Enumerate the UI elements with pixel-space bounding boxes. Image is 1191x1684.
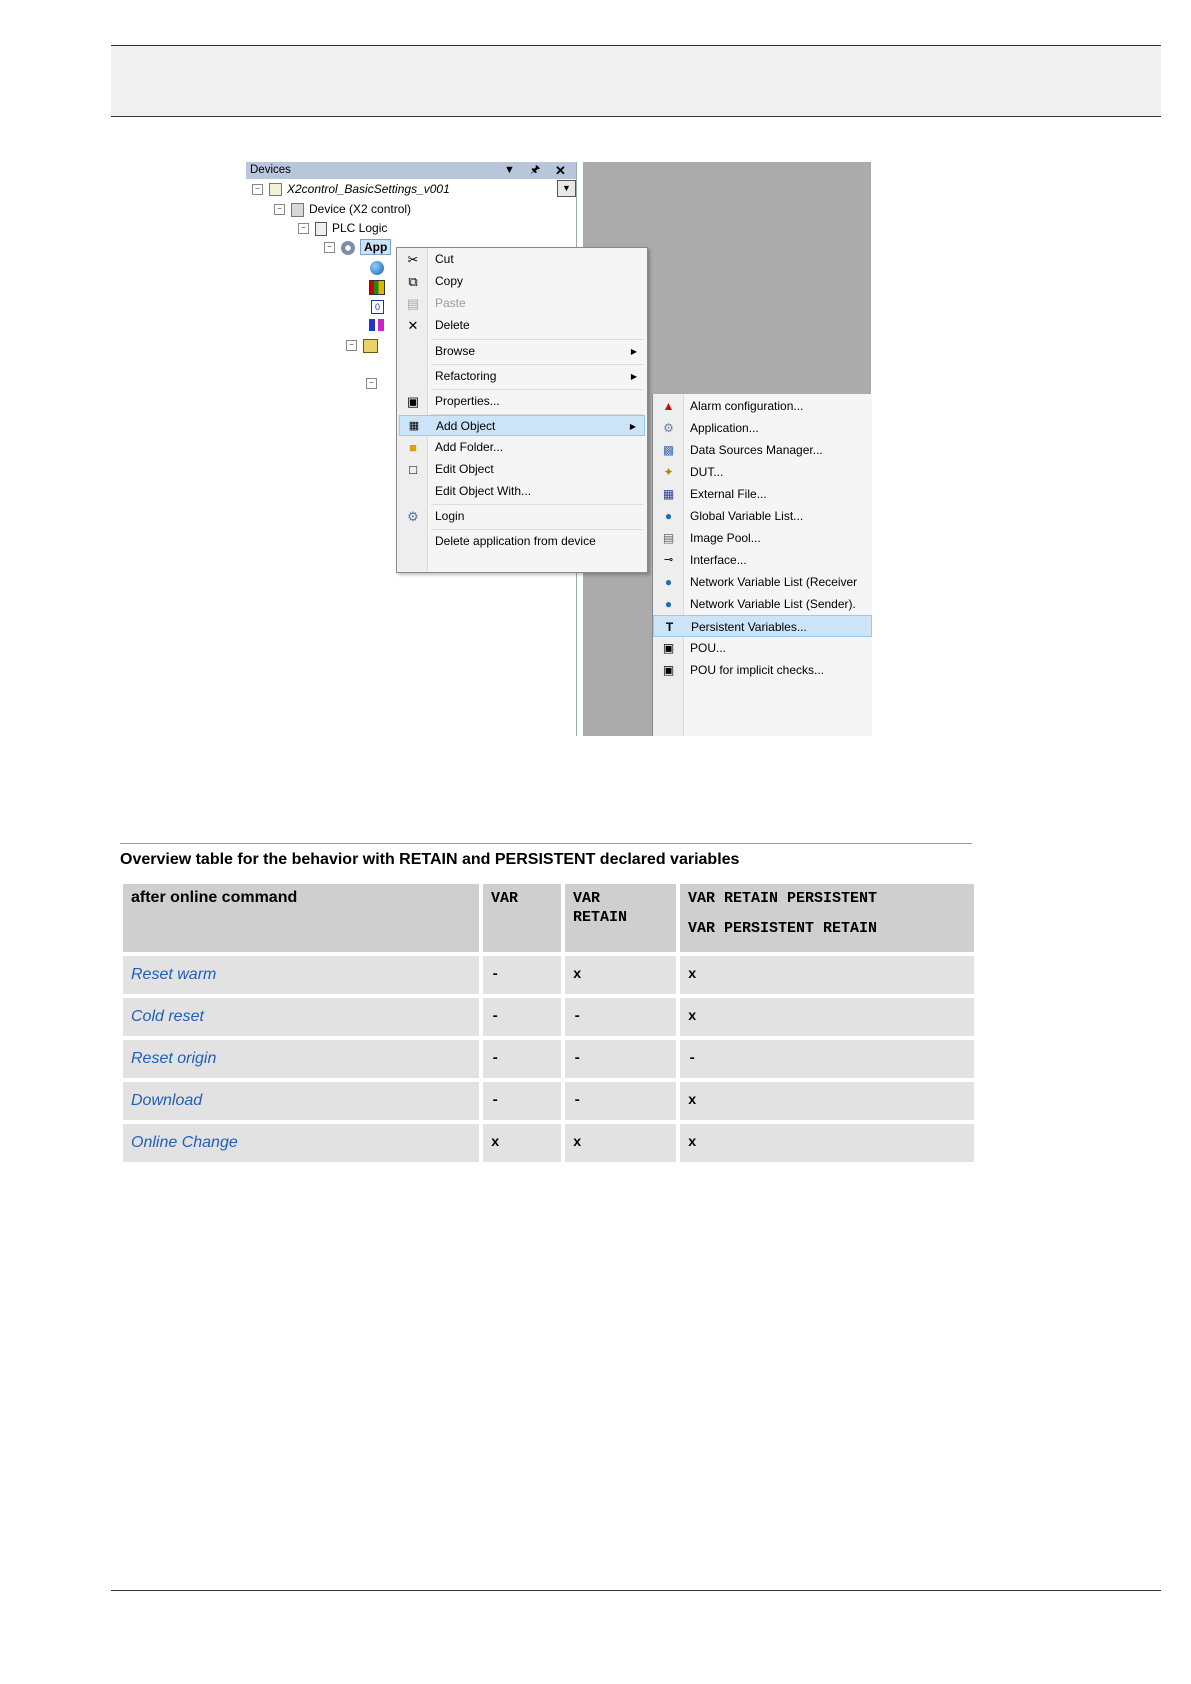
external-file-icon: ▦ bbox=[662, 487, 675, 501]
submenu-item-image-pool[interactable]: ▤ Image Pool... bbox=[653, 527, 872, 549]
interface-icon: ⊸ bbox=[663, 554, 674, 566]
menu-separator bbox=[431, 529, 643, 530]
menu-separator bbox=[431, 339, 643, 340]
menu-item-add-folder[interactable]: ■ Add Folder... bbox=[399, 437, 645, 458]
cell-persistent: - bbox=[680, 1040, 974, 1078]
menu-separator bbox=[431, 364, 643, 365]
menu-item-edit-object-with[interactable]: Edit Object With... bbox=[435, 484, 532, 498]
globe-icon: ● bbox=[664, 509, 673, 523]
cell-retain: x bbox=[565, 1124, 676, 1162]
collapse-icon[interactable]: − bbox=[298, 223, 309, 234]
submenu-item-interface[interactable]: ⊸ Interface... bbox=[653, 549, 872, 571]
collapse-icon[interactable]: − bbox=[366, 378, 377, 389]
menu-item-copy[interactable]: ⧉ Copy bbox=[399, 271, 645, 292]
properties-icon: ▣ bbox=[406, 394, 420, 409]
application-label: App bbox=[360, 239, 391, 255]
header-var-retain bbox=[565, 884, 676, 952]
scissors-icon: ✂ bbox=[407, 252, 419, 267]
header-var-retain-persistent bbox=[680, 884, 974, 952]
close-icon[interactable]: ✕ bbox=[555, 163, 566, 178]
gear-icon bbox=[341, 241, 355, 255]
header-bottom-rule bbox=[111, 116, 1161, 117]
alarm-icon: ▲ bbox=[662, 399, 675, 413]
submenu-arrow-icon: ▶ bbox=[630, 372, 637, 381]
collapse-icon[interactable]: − bbox=[346, 340, 357, 351]
collapse-icon[interactable]: − bbox=[324, 242, 335, 253]
task-icon: 0 bbox=[371, 300, 384, 314]
config-icon bbox=[369, 319, 384, 331]
table-row bbox=[123, 1124, 974, 1162]
dut-icon: ✦ bbox=[663, 465, 674, 479]
cell-var: - bbox=[483, 1082, 561, 1120]
cell-var: - bbox=[483, 1040, 561, 1078]
library-icon bbox=[369, 280, 385, 295]
menu-separator bbox=[431, 504, 643, 505]
tree-item-task[interactable] bbox=[366, 375, 383, 391]
delete-x-icon: ✕ bbox=[407, 318, 419, 333]
command-link[interactable]: Reset origin bbox=[123, 1040, 479, 1078]
header-band bbox=[111, 46, 1161, 116]
command-link[interactable]: Online Change bbox=[123, 1124, 479, 1162]
submenu-item-application[interactable]: ⚙ Application... bbox=[653, 417, 872, 439]
pou-icon: ▣ bbox=[662, 663, 675, 677]
globe-icon bbox=[370, 261, 384, 275]
collapse-icon[interactable]: − bbox=[274, 204, 285, 215]
paste-icon: ▤ bbox=[406, 296, 420, 311]
submenu-item-dut[interactable]: ✦ DUT... bbox=[653, 461, 872, 483]
folder-icon: ■ bbox=[409, 440, 417, 455]
table-row bbox=[123, 1082, 974, 1120]
gear-icon: ⚙ bbox=[663, 421, 674, 435]
header-line: VAR RETAIN PERSISTENT bbox=[688, 890, 878, 907]
menu-item-paste[interactable]: ▤ Paste bbox=[406, 296, 466, 311]
overview-rule bbox=[120, 843, 972, 844]
pin-icon[interactable]: 🖈 bbox=[530, 164, 541, 176]
panel-dropdown-icon[interactable]: ▼ bbox=[504, 164, 515, 176]
header-after-online-command: after online command bbox=[123, 884, 479, 952]
data-sources-icon: ▩ bbox=[662, 443, 675, 457]
menu-item-cut[interactable]: ✂ Cut bbox=[399, 249, 645, 270]
cell-retain: x bbox=[565, 956, 676, 994]
header-line: RETAIN bbox=[573, 909, 628, 926]
menu-item-properties[interactable]: ▣ Properties... bbox=[406, 394, 500, 409]
table-row bbox=[123, 1040, 974, 1078]
tree-item-task-config[interactable] bbox=[346, 337, 383, 353]
cell-retain: - bbox=[565, 1082, 676, 1120]
tree-item-application[interactable] bbox=[324, 239, 391, 255]
submenu-arrow-icon: ▶ bbox=[630, 347, 637, 356]
submenu-item-global-variable-list[interactable]: ● Global Variable List... bbox=[653, 505, 872, 527]
menu-separator bbox=[431, 389, 643, 390]
tree-item-project[interactable] bbox=[252, 181, 450, 197]
tree-item-plc-logic[interactable] bbox=[298, 220, 387, 236]
cell-var: - bbox=[483, 956, 561, 994]
submenu-item-pou-implicit-checks[interactable]: ▣ POU for implicit checks... bbox=[653, 659, 872, 681]
plc-logic-label: PLC Logic bbox=[332, 221, 388, 235]
cell-var: x bbox=[483, 1124, 561, 1162]
header-line: VAR PERSISTENT RETAIN bbox=[688, 920, 878, 937]
collapse-icon[interactable]: − bbox=[252, 184, 263, 195]
copy-icon: ⧉ bbox=[408, 274, 418, 289]
submenu-item-pou[interactable]: ▣ POU... bbox=[653, 637, 872, 659]
login-icon: ⚙ bbox=[407, 509, 419, 524]
devices-panel-title: Devices bbox=[250, 164, 291, 176]
submenu-item-alarm-configuration[interactable]: ▲ Alarm configuration... bbox=[653, 395, 872, 417]
pou-icon: ▣ bbox=[662, 641, 675, 655]
menu-item-delete-application[interactable]: Delete application from device bbox=[435, 534, 596, 548]
submenu-item-persistent-variables[interactable]: T Persistent Variables... bbox=[653, 615, 872, 637]
command-link[interactable]: Cold reset bbox=[123, 998, 479, 1036]
devices-panel-titlebar bbox=[246, 162, 576, 179]
globe-icon: ● bbox=[664, 597, 673, 611]
footer-rule bbox=[111, 1590, 1161, 1591]
cell-persistent: x bbox=[680, 998, 974, 1036]
project-icon bbox=[269, 183, 282, 196]
cell-retain: - bbox=[565, 1040, 676, 1078]
add-object-icon: ▦ bbox=[408, 420, 420, 432]
menu-item-login[interactable]: ⚙ Login bbox=[399, 506, 645, 527]
cell-persistent: x bbox=[680, 1124, 974, 1162]
device-label: Device (X2 control) bbox=[309, 202, 412, 216]
submenu-item-network-variable-list-receiver[interactable]: ● Network Variable List (Receiver bbox=[653, 571, 872, 593]
context-menu bbox=[396, 247, 648, 573]
table-header-row bbox=[123, 884, 974, 952]
submenu-item-data-sources-manager[interactable]: ▩ Data Sources Manager... bbox=[653, 439, 872, 461]
cell-persistent: x bbox=[680, 1082, 974, 1120]
task-config-icon bbox=[363, 339, 378, 353]
menu-item-refactoring[interactable]: Refactoring ▶ bbox=[399, 366, 645, 387]
cell-retain: - bbox=[565, 998, 676, 1036]
menu-item-edit-object[interactable]: □ Edit Object bbox=[399, 459, 645, 480]
cell-persistent: x bbox=[680, 956, 974, 994]
ide-screenshot bbox=[246, 162, 871, 736]
header-var: VAR bbox=[483, 884, 561, 952]
tree-dropdown-button[interactable]: ▼ bbox=[557, 180, 576, 197]
project-label: X2control_BasicSettings_v001 bbox=[287, 182, 450, 196]
overview-table bbox=[119, 880, 978, 1166]
command-link[interactable]: Reset warm bbox=[123, 956, 479, 994]
persistent-icon: T bbox=[665, 620, 674, 634]
edit-object-icon: □ bbox=[409, 462, 417, 477]
command-link[interactable]: Download bbox=[123, 1082, 479, 1120]
image-pool-icon: ▤ bbox=[662, 531, 675, 545]
header-line: VAR bbox=[573, 890, 601, 907]
cell-var: - bbox=[483, 998, 561, 1036]
menu-item-delete[interactable]: ✕ Delete bbox=[399, 315, 645, 336]
globe-icon: ● bbox=[664, 575, 673, 589]
device-icon bbox=[291, 203, 304, 217]
tree-item-device[interactable] bbox=[274, 201, 411, 217]
menu-item-add-object[interactable]: ▦ Add Object ▶ bbox=[399, 415, 645, 436]
table-row bbox=[123, 956, 974, 994]
plc-logic-icon bbox=[315, 222, 327, 236]
submenu-item-external-file[interactable]: ▦ External File... bbox=[653, 483, 872, 505]
submenu-arrow-icon: ▶ bbox=[629, 422, 636, 431]
table-row bbox=[123, 998, 974, 1036]
add-object-submenu bbox=[652, 394, 872, 736]
menu-item-browse[interactable]: Browse ▶ bbox=[399, 341, 645, 362]
submenu-item-network-variable-list-sender[interactable]: ● Network Variable List (Sender). bbox=[653, 593, 872, 615]
overview-caption: Overview table for the behavior with RETAIN and PERSISTENT declared variables bbox=[120, 851, 740, 868]
